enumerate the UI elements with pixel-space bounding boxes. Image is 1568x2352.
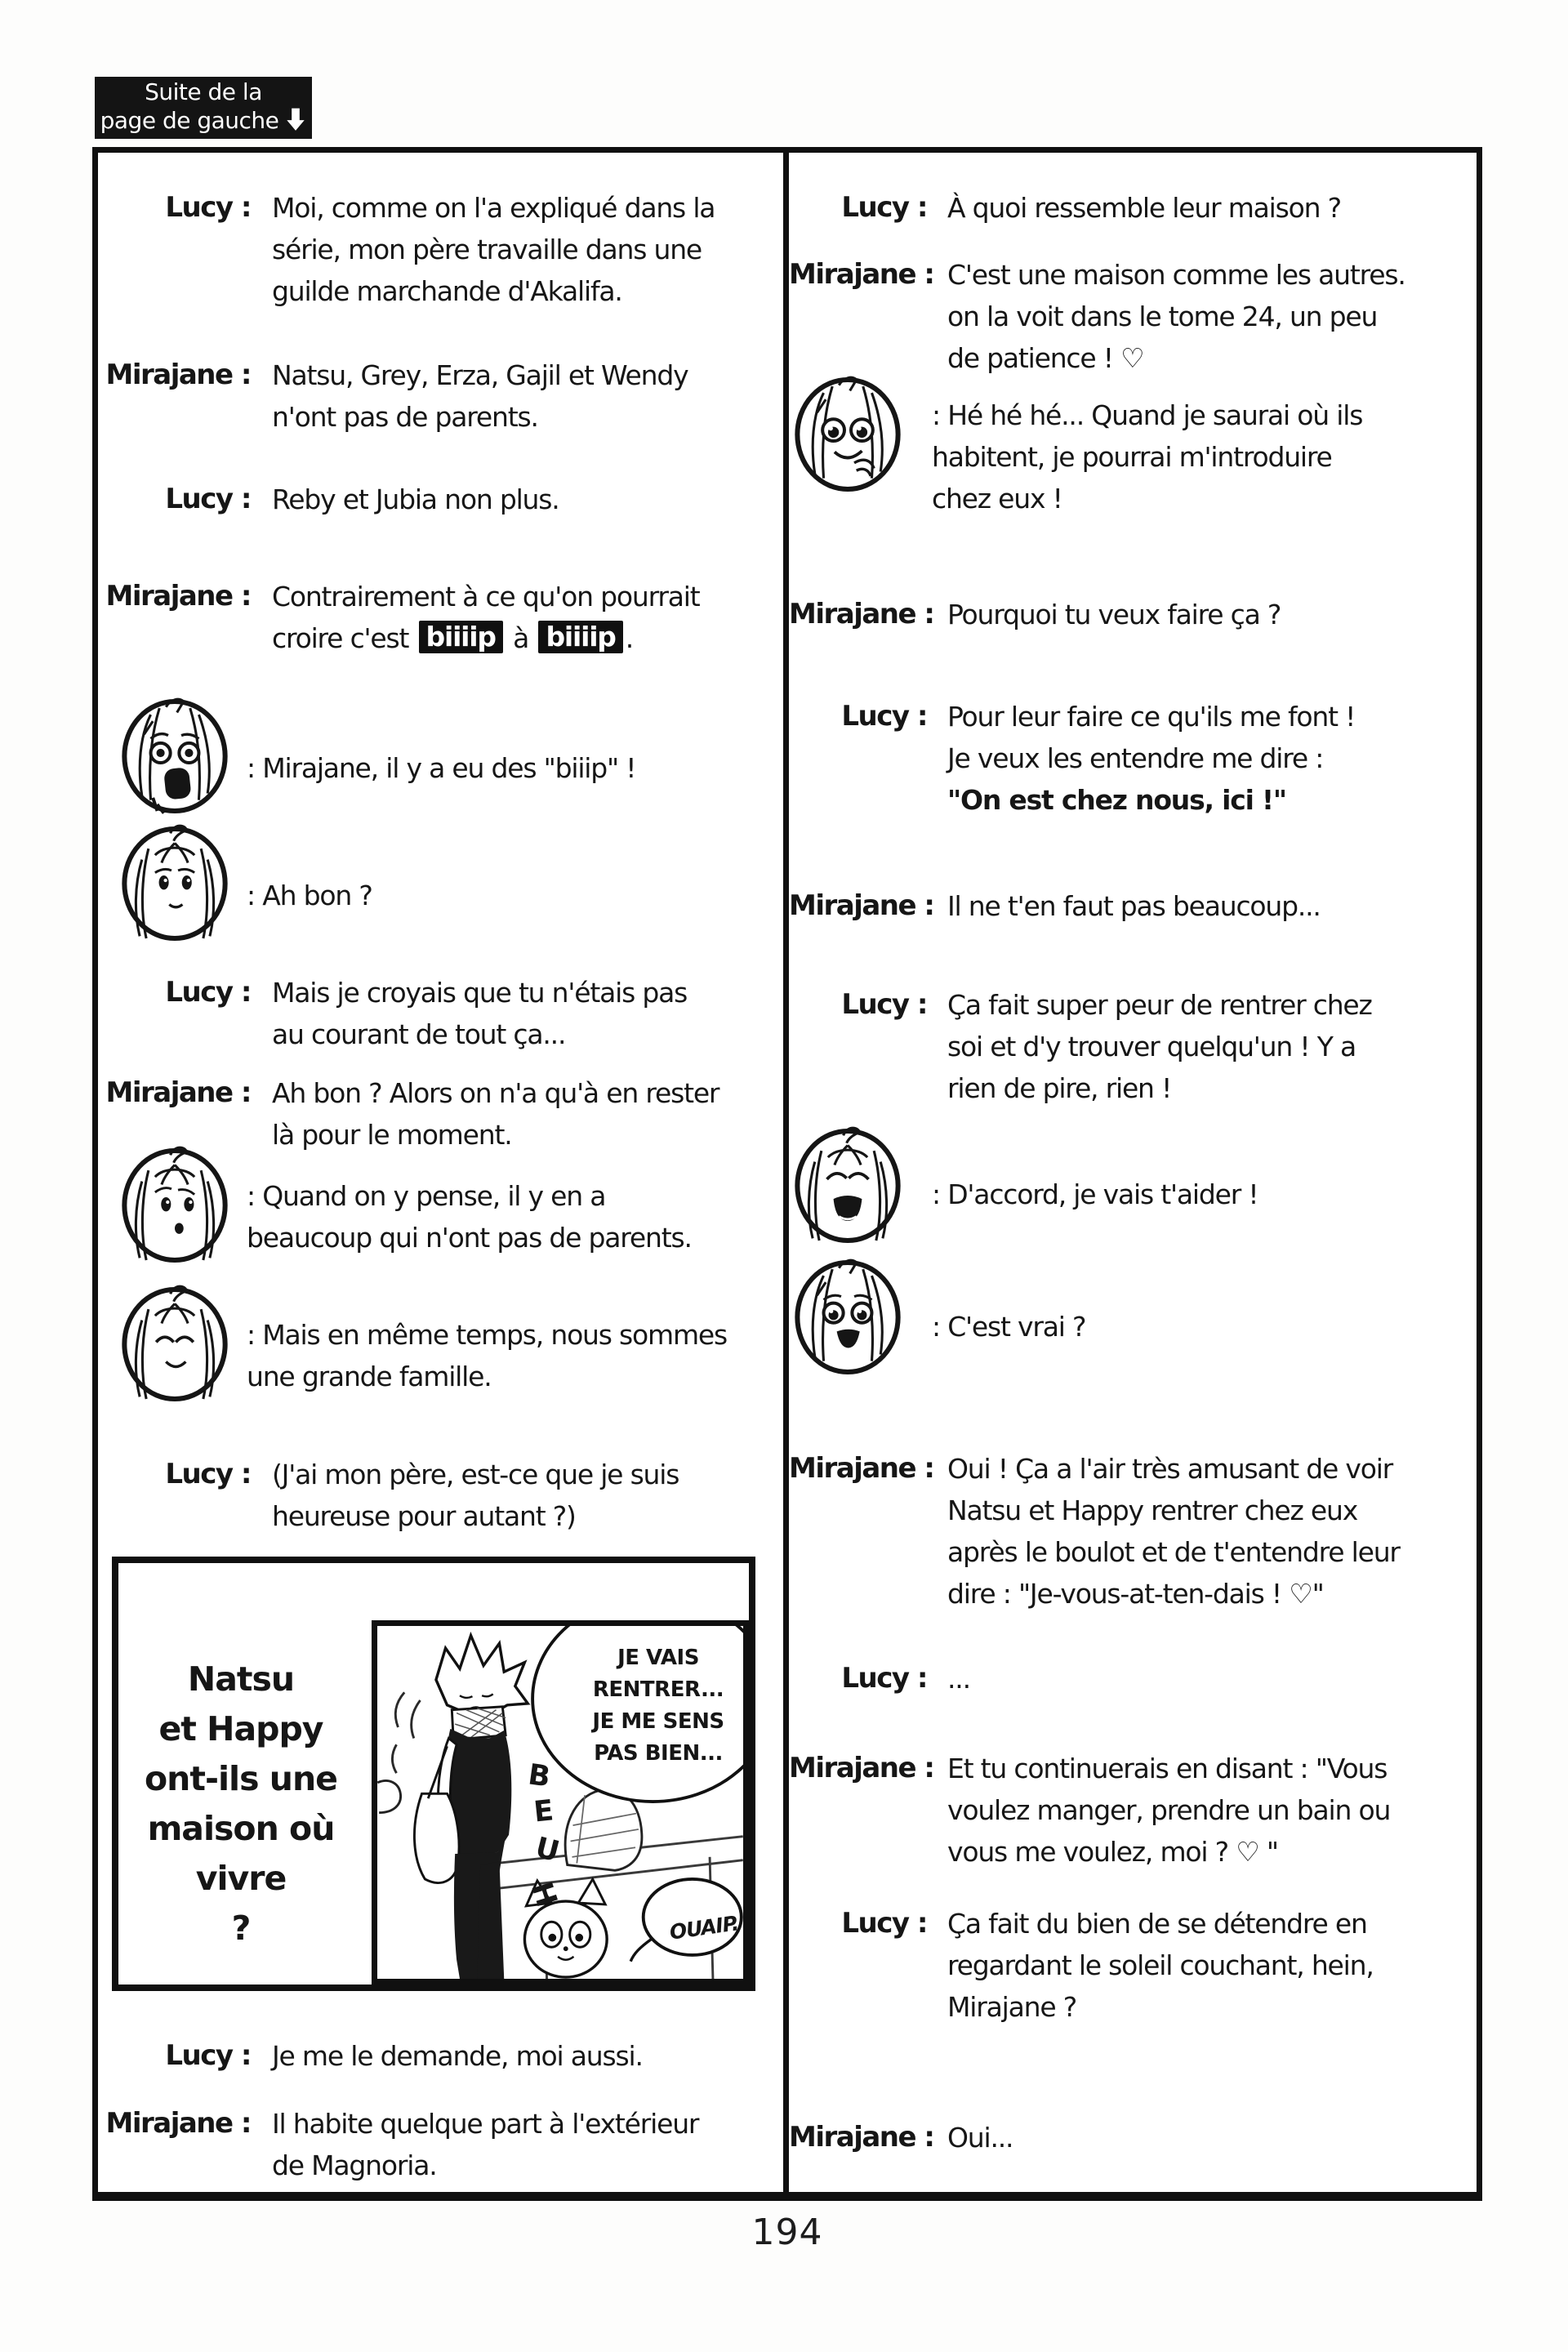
dialogue-line: Oui ! Ça a l'air très amusant de voir bbox=[947, 1453, 1393, 1485]
dialogue-lines bbox=[947, 885, 1477, 927]
dialogue-entry bbox=[98, 972, 783, 1055]
speaker-label: Lucy : bbox=[841, 191, 927, 224]
dialogue-line: Mirajane ? bbox=[947, 1991, 1077, 2023]
dialogue-lines bbox=[247, 1175, 692, 1258]
speaker-label: Mirajane : bbox=[105, 1076, 251, 1109]
down-arrow-icon bbox=[285, 107, 306, 138]
dialogue-entry bbox=[98, 187, 783, 312]
dialogue-line: : Ah bon ? bbox=[247, 880, 372, 911]
dialogue-line: : Mirajane, il y a eu des "biiip" ! bbox=[247, 752, 636, 784]
dialogue-lines bbox=[947, 2117, 1477, 2158]
dialogue-line: : Quand on y pense, il y en a bbox=[247, 1180, 606, 1212]
dialogue-entry bbox=[98, 576, 783, 659]
dialogue-line: de patience ! ♡ bbox=[947, 342, 1144, 374]
dialogue-line: regardant le soleil couchant, hein, bbox=[947, 1949, 1374, 1981]
manga-panel bbox=[112, 1557, 755, 1991]
dialogue-line: : Mais en même temps, nous sommes bbox=[247, 1319, 728, 1351]
badge-line-2: page de gauche bbox=[95, 106, 312, 138]
dialogue-entry bbox=[789, 594, 1477, 635]
dialogue-line: de Magnoria. bbox=[272, 2149, 437, 2181]
dialogue-line: : D'accord, je vais t'aider ! bbox=[932, 1178, 1258, 1210]
natsu-happy-illustration bbox=[372, 1620, 749, 1984]
dialogue-entry bbox=[789, 1748, 1477, 1873]
reply-bubble-text: OUAIP. bbox=[668, 1911, 740, 1944]
speaker-label: Lucy : bbox=[165, 483, 251, 515]
dialogue-line: Ça fait du bien de se détendre en bbox=[947, 1908, 1367, 1940]
right-column-box bbox=[783, 147, 1482, 2201]
dialogue-entry bbox=[98, 479, 783, 520]
dialogue-entry bbox=[789, 1658, 1477, 1699]
speaker-label: Mirajane : bbox=[105, 580, 251, 612]
dialogue-lines bbox=[932, 394, 1362, 519]
dialogue-entry bbox=[789, 885, 1477, 927]
hand bbox=[377, 1781, 400, 1813]
dialogue-line: À quoi ressemble leur maison ? bbox=[947, 192, 1341, 224]
dialogue-line: dire : "Je-vous-at-ten-dais ! ♡" bbox=[947, 1578, 1324, 1610]
dialogue-entry bbox=[789, 984, 1477, 1109]
dialogue-lines bbox=[272, 1072, 783, 1156]
dialogue-lines bbox=[272, 2035, 783, 2077]
speaker-label: Lucy : bbox=[165, 976, 251, 1009]
dialogue-line: Il ne t'en faut pas beaucoup... bbox=[947, 890, 1321, 922]
dialogue-entry bbox=[98, 354, 783, 438]
dialogue-lines bbox=[932, 1174, 1258, 1215]
speaker-label: Lucy : bbox=[165, 191, 251, 224]
dialogue-lines bbox=[932, 1306, 1085, 1348]
dialogue-line: rien de pire, rien ! bbox=[947, 1072, 1172, 1104]
dialogue-lines bbox=[947, 1903, 1477, 2028]
dialogue-line: heureuse pour autant ?) bbox=[272, 1500, 576, 1532]
dialogue-line: Et tu continuerais en disant : "Vous bbox=[947, 1753, 1388, 1784]
bubble-line: PAS BIEN... bbox=[594, 1741, 723, 1766]
dialogue-line: voulez manger, prendre un bain ou bbox=[947, 1794, 1391, 1826]
dialogue-lines bbox=[247, 875, 372, 916]
dialogue-lines bbox=[947, 594, 1477, 635]
censor-box: biiiip bbox=[538, 621, 622, 653]
dialogue-line: Il habite quelque part à l'extérieur bbox=[272, 2108, 699, 2140]
speaker-label: Lucy : bbox=[841, 700, 927, 733]
dialogue-line: (J'ai mon père, est-ce que je suis bbox=[272, 1459, 679, 1490]
dialogue-line: soi et d'y trouver quelqu'un ! Y a bbox=[947, 1031, 1356, 1062]
dialogue-line: Moi, comme on l'a expliqué dans la bbox=[272, 192, 715, 224]
panel-question-line: ? bbox=[231, 1909, 251, 1948]
panel-question-line: maison où bbox=[147, 1809, 335, 1848]
dialogue-line: croire c'est biiiip à biiiip . bbox=[272, 621, 634, 654]
left-column-box bbox=[92, 147, 789, 2201]
dialogue-entry bbox=[789, 187, 1477, 229]
dialogue-lines bbox=[947, 984, 1477, 1109]
continuation-badge bbox=[95, 77, 312, 139]
dialogue-line: Ça fait super peur de rentrer chez bbox=[947, 989, 1372, 1021]
speaker-label: Mirajane : bbox=[789, 258, 934, 291]
speaker-label: Mirajane : bbox=[105, 359, 251, 391]
speech-bubble-text bbox=[572, 1642, 745, 1770]
dialogue-line: on la voit dans le tome 24, un peu bbox=[947, 301, 1378, 332]
speaker-label: Mirajane : bbox=[789, 598, 934, 630]
avatar-mirajane-concerned-icon bbox=[120, 1145, 229, 1266]
dialogue-entry bbox=[98, 2035, 783, 2077]
avatar-lucy-scheming-icon bbox=[793, 374, 902, 495]
dialogue-line: Mais je croyais que tu n'étais pas bbox=[272, 977, 688, 1009]
natsu-figure bbox=[414, 1636, 528, 1979]
dialogue-lines bbox=[247, 747, 635, 789]
dialogue-line: Je veux les entendre me dire : bbox=[947, 742, 1324, 774]
avatar-mirajane-laughing-icon bbox=[793, 1125, 902, 1246]
avatar-lucy-shocked-icon bbox=[120, 696, 229, 817]
dialogue-line: Natsu, Grey, Erza, Gajil et Wendy bbox=[272, 359, 688, 391]
dialogue-lines bbox=[272, 576, 783, 659]
dialogue-line: Contrairement à ce qu'on pourrait bbox=[272, 581, 700, 612]
dialogue-line: là pour le moment. bbox=[272, 1119, 512, 1151]
bold-text: "On est chez nous, ici !" bbox=[947, 784, 1286, 816]
dialogue-line: Reby et Jubia non plus. bbox=[272, 483, 559, 515]
bubble-line: JE ME SENS bbox=[592, 1709, 724, 1734]
dialogue-lines bbox=[947, 187, 1477, 229]
dialogue-entry bbox=[98, 2103, 783, 2186]
speaker-label: Mirajane : bbox=[789, 889, 934, 922]
dialogue-lines bbox=[947, 1658, 1477, 1699]
dialogue-lines bbox=[272, 972, 783, 1055]
dialogue-lines bbox=[947, 254, 1477, 379]
dialogue-line: : C'est vrai ? bbox=[932, 1311, 1086, 1343]
dialogue-line: : Hé hé hé... Quand je saurai où ils bbox=[932, 399, 1363, 431]
page-number: 194 bbox=[751, 2212, 823, 2253]
dialogue-lines bbox=[272, 479, 783, 520]
dialogue-line: après le boulot et de t'entendre leur bbox=[947, 1536, 1400, 1568]
dialogue-entry bbox=[98, 1454, 783, 1537]
motion-lines bbox=[392, 1692, 420, 1773]
dialogue-entry bbox=[789, 254, 1477, 379]
dialogue-line: ... bbox=[947, 1663, 970, 1695]
speaker-label: Mirajane : bbox=[789, 2121, 934, 2154]
dialogue-entry bbox=[789, 696, 1477, 821]
sack bbox=[565, 1789, 642, 1870]
speaker-label: Mirajane : bbox=[789, 1752, 934, 1784]
dialogue-line: habitent, je pourrai m'introduire bbox=[932, 441, 1332, 473]
speaker-label: Lucy : bbox=[841, 988, 927, 1021]
dialogue-lines bbox=[272, 187, 783, 312]
dialogue-line bbox=[947, 779, 1477, 821]
dialogue-line: chez eux ! bbox=[932, 483, 1062, 514]
panel-question-line: vivre bbox=[195, 1859, 287, 1898]
panel-question-line: et Happy bbox=[158, 1709, 323, 1748]
dialogue-line: Natsu et Happy rentrer chez eux bbox=[947, 1494, 1358, 1526]
dialogue-lines bbox=[947, 1748, 1477, 1873]
dialogue-lines bbox=[272, 2103, 783, 2186]
censor-box: biiiip bbox=[419, 621, 503, 653]
avatar-lucy-happy-icon bbox=[793, 1257, 902, 1378]
dialogue-line: une grande famille. bbox=[247, 1361, 492, 1392]
speaker-label: Lucy : bbox=[165, 1458, 251, 1490]
panel-question-line: ont-ils une bbox=[145, 1759, 337, 1798]
badge-line-1: Suite de la bbox=[145, 78, 262, 105]
dialogue-entry bbox=[789, 1448, 1477, 1615]
speaker-label: Mirajane : bbox=[105, 2107, 251, 2140]
panel-question bbox=[118, 1655, 363, 1953]
panel-question-line: Natsu bbox=[187, 1659, 295, 1699]
dialogue-line: Je me le demande, moi aussi. bbox=[272, 2040, 643, 2072]
bubble-line: JE VAIS bbox=[617, 1646, 699, 1670]
dialogue-line: C'est une maison comme les autres. bbox=[947, 259, 1405, 291]
dialogue-line: n'ont pas de parents. bbox=[272, 401, 538, 433]
speaker-label: Lucy : bbox=[165, 2039, 251, 2072]
dialogue-lines bbox=[272, 354, 783, 438]
speaker-label: Lucy : bbox=[841, 1662, 927, 1695]
avatar-mirajane-calm-icon bbox=[120, 823, 229, 944]
speaker-label: Lucy : bbox=[841, 1907, 927, 1940]
dialogue-line: vous me voulez, moi ? ♡ " bbox=[947, 1836, 1278, 1868]
dialogue-line: Ah bon ? Alors on n'a qu'à en rester bbox=[272, 1077, 719, 1109]
dialogue-line: guilde marchande d'Akalifa. bbox=[272, 275, 622, 307]
dialogue-lines bbox=[272, 1454, 783, 1537]
dialogue-line: Pour leur faire ce qu'ils me font ! bbox=[947, 701, 1356, 733]
dialogue-line: Oui... bbox=[947, 2122, 1013, 2154]
dialogue-lines bbox=[247, 1314, 727, 1397]
bubble-line: RENTRER... bbox=[592, 1677, 724, 1702]
dialogue-line: au courant de tout ça... bbox=[272, 1018, 566, 1050]
speaker-label: Mirajane : bbox=[789, 1452, 934, 1485]
dialogue-entry bbox=[789, 1903, 1477, 2028]
dialogue-lines bbox=[947, 696, 1477, 821]
dialogue-line: série, mon père travaille dans une bbox=[272, 234, 702, 265]
avatar-mirajane-smiling-icon bbox=[120, 1284, 229, 1405]
dialogue-line: beaucoup qui n'ont pas de parents. bbox=[247, 1222, 692, 1254]
dialogue-entry bbox=[789, 2117, 1477, 2158]
dialogue-entry bbox=[98, 1072, 783, 1156]
dialogue-lines bbox=[947, 1448, 1477, 1615]
sfx-beuh: B E U H bbox=[524, 1758, 564, 1911]
dialogue-line: Pourquoi tu veux faire ça ? bbox=[947, 599, 1281, 630]
